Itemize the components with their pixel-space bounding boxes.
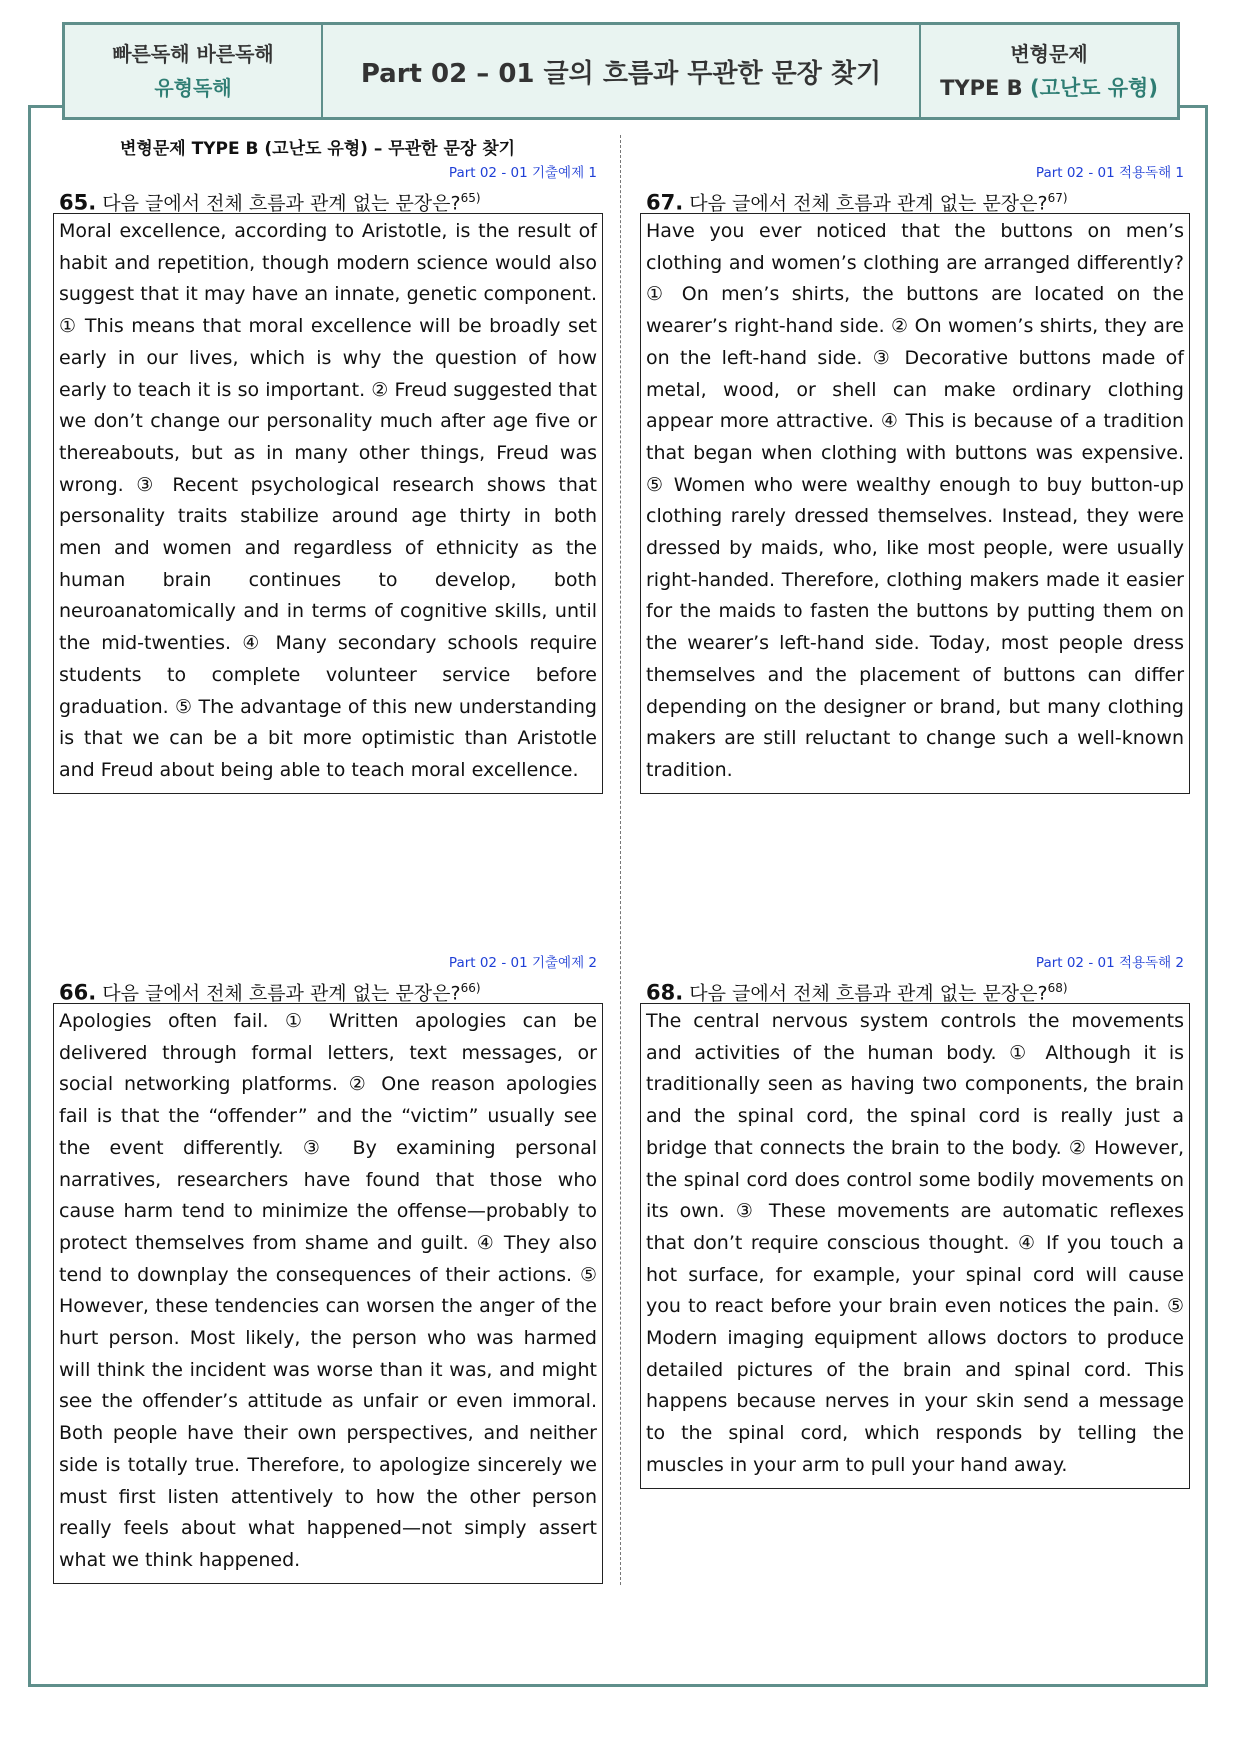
footnote-marker: 68) [1047,981,1068,995]
type-label: 변형문제 [1010,42,1088,66]
question-66 [53,953,603,1584]
type-code: TYPE B [940,76,1030,100]
header-title-cell [323,25,921,117]
question-source-tag: Part 02 - 01 적용독해 1 [1035,165,1184,181]
passage-box: The central nervous system controls the movements and activities of the human body. ① Although it is traditionally seen as having two components, the brain and the spinal cord, the spinal cord is really just a bridge that connects the brain to the body. ② However, the spinal cord does control some bodily movements on its own. ③ These movements are automatic reflexes that don’t require conscious thought. ④ If you touch a hot surface, for example, your spinal cord will cause you to react before your brain even notices the pain. ⑤ Modern imaging equipment allows doctors to produce detailed pictures of the brain and spinal cord. This happens because nerves in your skin send a message to the spinal cord, which responds by telling the muscles in your arm to pull your hand away. [640,1003,1190,1489]
page-title: Part 02 – 01 글의 흐름과 무관한 문장 찾기 [360,58,882,89]
question-number: 68. [646,980,684,1005]
passage-box: Have you ever noticed that the buttons on men’s clothing and women’s clothing are arranged differently? ① On men’s shirts, the buttons are located on the wearer’s right-hand side. ② On women’s shirts, they are on the left-hand side. ③ Decorative buttons made of metal, wood, or shell can make ordinary clothing appear more attractive. ④ This is because of a tradition that began when clothing with buttons was expensive. ⑤ Women who were wealthy enough to buy button-up clothing rarely dressed themselves. Instead, they were dressed by maids, who, like most people, were usually right-handed. Therefore, clothing makers made it easier for the maids to fasten the buttons by putting them on the wearer’s left-hand side. Today, most people dress themselves and the placement of buttons can differ depending on the designer or brand, but many clothing makers are still reluctant to change such a well-known tradition. [640,213,1190,794]
type-name [940,71,1158,105]
question-source-tag: Part 02 - 01 기출예제 2 [448,955,597,971]
footnote-marker: 67) [1047,191,1068,205]
question-65 [53,163,603,794]
header-type-cell [921,25,1177,117]
type-difficulty: (고난도 유형) [1029,76,1158,100]
question-source-tag: Part 02 - 01 적용독해 2 [1035,955,1184,971]
passage-box: Apologies often fail. ① Written apologies can be delivered through formal letters, text messages, or social networking platforms. ② One reason apologies fail is that the “offender” and the “victim” usually see the event differently. ③ By examining personal narratives, researchers have found that those who cause harm tend to minimize the offense—probably to protect themselves from shame and guilt. ④ They also tend to downplay the consequences of their actions. ⑤ However, these tendencies can worsen the anger of the hurt person. Most likely, the person who was harmed will think the incident was worse than it was, and might see the offender’s attitude as unfair or even immoral. Both people have their own perspectives, and neither side is totally true. Therefore, to apologize sincerely we must first listen attentively to how the other person really feels about what happened—not simply assert what we think happened. [53,1003,603,1584]
passage-box: Moral excellence, according to Aristotle, is the result of habit and repetition, though modern science would also suggest that it may have an innate, genetic component. ① This means that moral excellence will be broadly set early in our lives, which is why the question of how early to teach it is so important. ② Freud suggested that we don’t change our personality much after age five or thereabouts, but as in many other things, Freud was wrong. ③ Recent psychological research shows that personality traits stabilize around age thirty in both men and women and regardless of ethnicity as the human brain continues to develop, both neuroanatomically and in terms of cognitive skills, until the mid-twenties. ④ Many secondary schools require students to complete volunteer service before graduation. ⑤ The advantage of this new understanding is that we can be a bit more optimistic than Aristotle and Freud about being able to teach moral excellence. [53,213,603,794]
series-title: 빠른독해 바른독해 [112,42,274,66]
footnote-marker: 66) [460,981,481,995]
question-number: 66. [59,980,97,1005]
question-title [53,183,603,213]
section-subtitle: 변형문제 TYPE B (고난도 유형) – 무관한 문장 찾기 [120,139,516,159]
header-series-cell [65,25,323,117]
question-number: 67. [646,190,684,215]
question-title [640,183,1190,213]
footnote-marker: 65) [460,191,481,205]
series-subtitle: 유형독해 [154,76,232,100]
page-header [62,22,1180,120]
question-number: 65. [59,190,97,215]
question-title [640,973,1190,1003]
column-divider [620,135,621,1585]
question-prompt: 다음 글에서 전체 흐름과 관계 없는 문장은? [689,982,1048,1005]
question-68 [640,953,1190,1489]
question-67 [640,163,1190,794]
question-prompt: 다음 글에서 전체 흐름과 관계 없는 문장은? [102,982,461,1005]
question-prompt: 다음 글에서 전체 흐름과 관계 없는 문장은? [689,192,1048,215]
question-title [53,973,603,1003]
question-source-tag: Part 02 - 01 기출예제 1 [448,165,597,181]
question-prompt: 다음 글에서 전체 흐름과 관계 없는 문장은? [102,192,461,215]
